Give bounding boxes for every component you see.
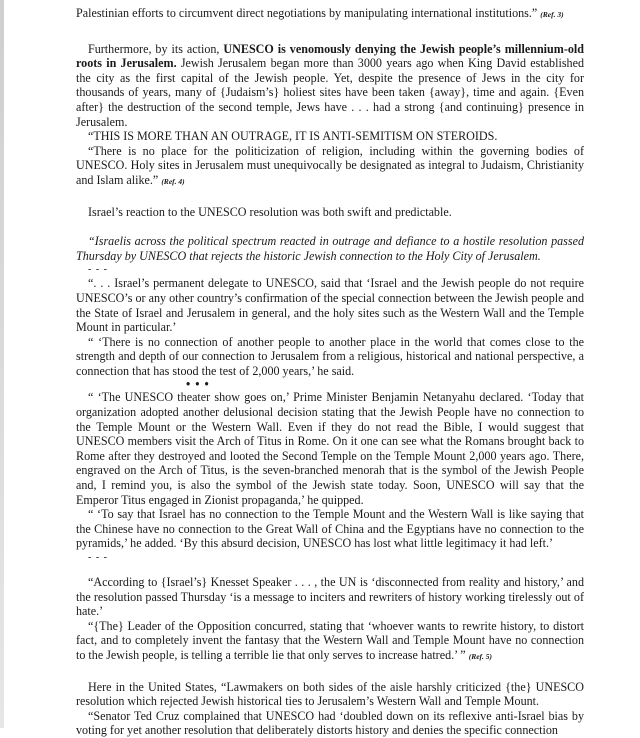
paragraph-opposition-leader (76, 619, 584, 665)
section-separator-dots: • • • (186, 377, 210, 392)
paragraph-netanyahu-quote: “ ‘The UNESCO theater show goes on,’ Prime Minister Benjamin Netanyahu declared. ‘Today that organization adopted another delusional decision stating that the Jewish People have no connection to the Temple Mount or the Western Wall. Even if they do not read the Bible, I would suggest that UNESCO members visit the Arch of Titus in Rome. On it one can see what the Romans brought back to Rome after they destroyed and looted the Second Temple on the Temple Mount 2,000 years ago. There, engraved on the Arch of Titus, is the seven-branched menorah that is the symbol of the Jewish People and, I remind you, is also the symbol of the Jewish state today. Soon, UNESCO will say that the Emperor Titus engaged in Zionist propaganda,’ he quipped. (76, 390, 584, 507)
section-separator-dashes: - - - (88, 552, 108, 563)
bold-statement: UNESCO is venomously denying the Jewish people’s millennium-old roots in Jerusalem. (76, 41, 584, 71)
page-edge-shadow (0, 0, 4, 728)
paragraph-text: Furthermore, by its action, (88, 41, 224, 56)
paragraph-outrage-heading: “THIS IS MORE THAN AN OUTRAGE, IT IS ANTI-SEMITISM ON STEROIDS. (88, 129, 498, 144)
paragraph-great-wall-quote: “ ‘To say that Israel has no connection to the Temple Mount and the Western Wall is like saying that the Chinese have no connection to the Great Wall of China and the Egyptians have no connection to the pyramids,’ he added. ‘By this absurd decision, UNESCO has lost what little legitimacy it had left.’ (76, 507, 584, 551)
paragraph-furthermore (76, 42, 584, 130)
paragraph-politicization-quote (76, 144, 584, 190)
reference-4: (Ref. 4) (161, 176, 185, 186)
paragraph-permanent-delegate: “. . . Israel’s permanent delegate to UNESCO, said that ‘Israel and the Jewish people do not require UNESCO’s or any other country’s confirmation of the special connection between the Jewish people and the State of Israel and Jerusalem in general, and the holy sites such as the Western Wall and the Temple Mount in particular.’ (76, 276, 584, 335)
paragraph-no-connection-quote: “ ‘There is no connection of another people to another place in the world that comes close to the strength and depth of our connection to Jerusalem from a religious, historical and national perspective, a connection that has stood the test of 2,000 years,’ he said. (76, 334, 584, 378)
reference-5: (Ref. 5) (468, 651, 493, 661)
paragraph-ted-cruz: “Senator Ted Cruz complained that UNESCO had ‘doubled down on its reflexive anti-Israel bias by voting for yet another resolution that deliberately distorts history and denies the specific connection (76, 708, 584, 738)
paragraph-united-states: Here in the United States, “Lawmakers on both sides of the aisle harshly criticized {the} UNESCO resolution which rejected Jewish historical ties to Jerusalem’s Western Wall and Temple Mount. (76, 679, 584, 709)
paragraph-text: Jewish Jerusalem began more than 3000 years ago when King David established the city as the first capital of the Jewish people. Yet, despite the presence of Jews in the city for thousands of years, many of {Judaism’s} holiest sites have been taken {away}, time and again. {Even after} the destruction of the second temple, Jews have . . . had a strong {and continuing} presence in Jerusalem. (76, 56, 584, 129)
paragraph-text: Palestinian efforts to circumvent direct negotiations by manipulating international institutions.” (76, 6, 538, 20)
section-separator-dashes: - - - (88, 264, 108, 276)
reference-3: (Ref. 3) (540, 10, 564, 19)
paragraph-israelis-quote: “Israelis across the political spectrum reacted in outrage and defiance to a hostile resolution passed Thursday by UNESCO that rejects the historic Jewish connection to the Holy City of Jerusalem. (76, 234, 584, 263)
paragraph-knesset-speaker: “According to {Israel’s} Knesset Speaker . . . , the UN is ‘disconnected from reality and history,’ and the resolution passed Thursday ‘is a message to inciters and rewriters of history working tirelessly out of hate.’ (76, 575, 584, 619)
paragraph-israel-reaction: Israel’s reaction to the UNESCO resolution was both swift and predictable. (88, 204, 452, 219)
paragraph-text: “{The} Leader of the Opposition concurred, stating that ‘whoever wants to rewrite history, to distort fact, and to completely invent the fantasy that the Western Wall and Temple Mount have no connection to the Jewish people, is telling a terrible lie that only serves to increase hatred.’ ” (76, 618, 584, 662)
paragraph-palestinian-efforts (76, 6, 584, 23)
paragraph-text: “There is no place for the politicization of religion, including within the governing bodies of UNESCO. Holy sites in Jerusalem must unequivocally be designated as integral to Judaism, Christianity and Islam alike.” (76, 143, 584, 187)
